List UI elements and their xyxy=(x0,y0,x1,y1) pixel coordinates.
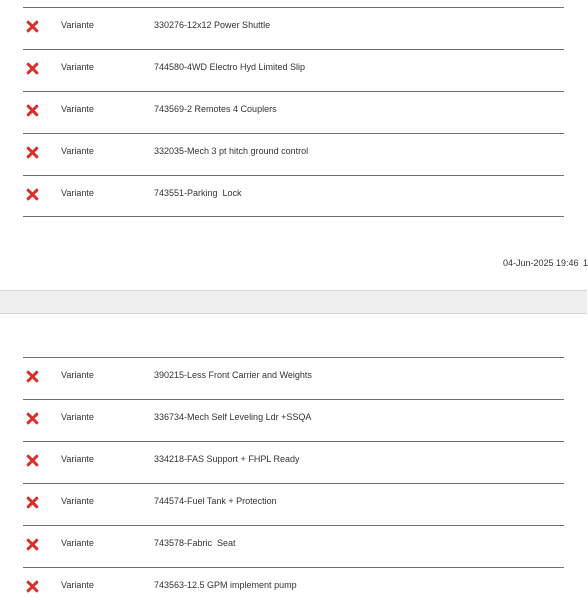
close-x-icon xyxy=(26,454,39,467)
option-row xyxy=(23,525,564,567)
option-row xyxy=(23,7,564,49)
close-x-icon xyxy=(26,496,39,509)
option-description: 334218-FAS Support + FHPL Ready xyxy=(154,454,300,464)
option-description: 743563-12.5 GPM implement pump xyxy=(154,580,297,590)
option-list-page-2 xyxy=(23,357,564,609)
document-page-2 xyxy=(0,314,587,600)
close-x-icon xyxy=(26,580,39,593)
option-row xyxy=(23,399,564,441)
option-type: Variante xyxy=(61,146,94,156)
close-x-icon xyxy=(26,370,39,383)
option-description: 743551-Parking Lock xyxy=(154,188,242,198)
close-x-icon xyxy=(26,188,39,201)
option-row xyxy=(23,91,564,133)
option-type: Variante xyxy=(61,412,94,422)
option-description: 390215-Less Front Carrier and Weights xyxy=(154,370,312,380)
option-type: Variante xyxy=(61,20,94,30)
close-x-icon xyxy=(26,62,39,75)
option-description: 332035-Mech 3 pt hitch ground control xyxy=(154,146,309,156)
close-x-icon xyxy=(26,412,39,425)
option-row xyxy=(23,175,564,217)
print-timestamp: 04-Jun-2025 19:46 xyxy=(503,258,579,268)
page-separator xyxy=(0,290,587,314)
option-type: Variante xyxy=(61,496,94,506)
option-description: 744580-4WD Electro Hyd Limited Slip xyxy=(154,62,306,72)
option-type: Variante xyxy=(61,580,94,590)
option-list-page-1 xyxy=(23,7,564,217)
option-row xyxy=(23,567,564,609)
option-row xyxy=(23,49,564,91)
option-description: 743578-Fabric Seat xyxy=(154,538,236,548)
option-row xyxy=(23,133,564,175)
close-x-icon xyxy=(26,104,39,117)
option-description: 744574-Fuel Tank + Protection xyxy=(154,496,277,506)
option-type: Variante xyxy=(61,454,94,464)
option-type: Variante xyxy=(61,370,94,380)
option-row xyxy=(23,357,564,399)
option-type: Variante xyxy=(61,62,94,72)
document-page-1 xyxy=(0,0,587,290)
option-description: 330276-12x12 Power Shuttle xyxy=(154,20,271,30)
option-description: 336734-Mech Self Leveling Ldr +SSQA xyxy=(154,412,312,422)
option-type: Variante xyxy=(61,188,94,198)
close-x-icon xyxy=(26,146,39,159)
option-description: 743569-2 Remotes 4 Couplers xyxy=(154,104,277,114)
close-x-icon xyxy=(26,20,39,33)
option-row xyxy=(23,441,564,483)
close-x-icon xyxy=(26,538,39,551)
page-number: 1 xyxy=(583,258,588,268)
option-type: Variante xyxy=(61,538,94,548)
option-row xyxy=(23,483,564,525)
option-type: Variante xyxy=(61,104,94,114)
